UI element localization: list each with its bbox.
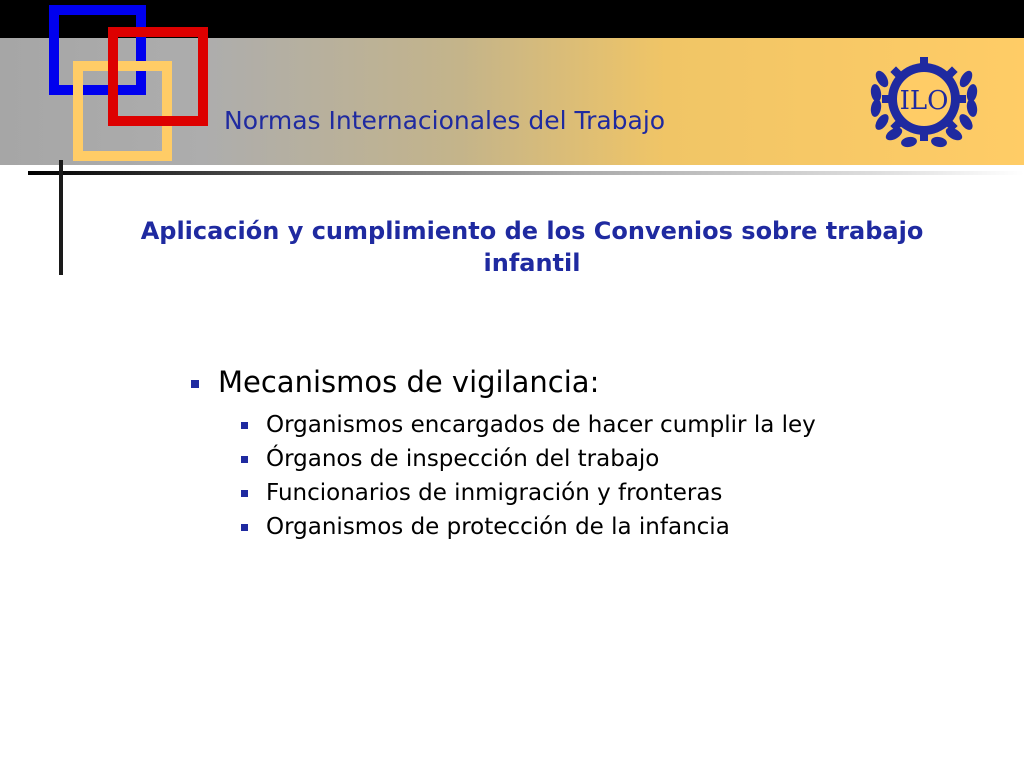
vertical-divider-line xyxy=(59,160,63,275)
square-bullet-icon xyxy=(241,490,248,497)
list-item xyxy=(241,442,969,476)
square-bullet-icon xyxy=(191,380,199,388)
sub-bullet-list xyxy=(241,408,969,544)
ilo-logo-icon xyxy=(864,49,984,153)
content-body xyxy=(189,362,969,544)
list-item xyxy=(241,476,969,510)
sub-bullet-text: Funcionarios de inmigración y fronteras xyxy=(266,480,723,506)
header-title: Normas Internacionales del Trabajo xyxy=(224,106,666,135)
header-divider-line xyxy=(28,171,1024,175)
sub-bullet-text: Organismos de protección de la infancia xyxy=(266,514,730,540)
list-item xyxy=(241,510,969,544)
main-bullet-text: Mecanismos de vigilancia: xyxy=(218,365,600,399)
square-bullet-icon xyxy=(241,524,248,531)
sub-bullet-text: Organismos encargados de hacer cumplir la ley xyxy=(266,412,816,438)
red-square-decoration xyxy=(108,27,208,126)
square-bullet-icon xyxy=(241,456,248,463)
square-bullet-icon xyxy=(241,422,248,429)
list-item xyxy=(241,408,969,442)
slide-title: Aplicación y cumplimiento de los Convenios sobre trabajo infantil xyxy=(140,217,924,277)
svg-text:ILO: ILO xyxy=(899,86,949,116)
list-item-main xyxy=(189,362,969,402)
sub-bullet-text: Órganos de inspección del trabajo xyxy=(266,446,660,472)
